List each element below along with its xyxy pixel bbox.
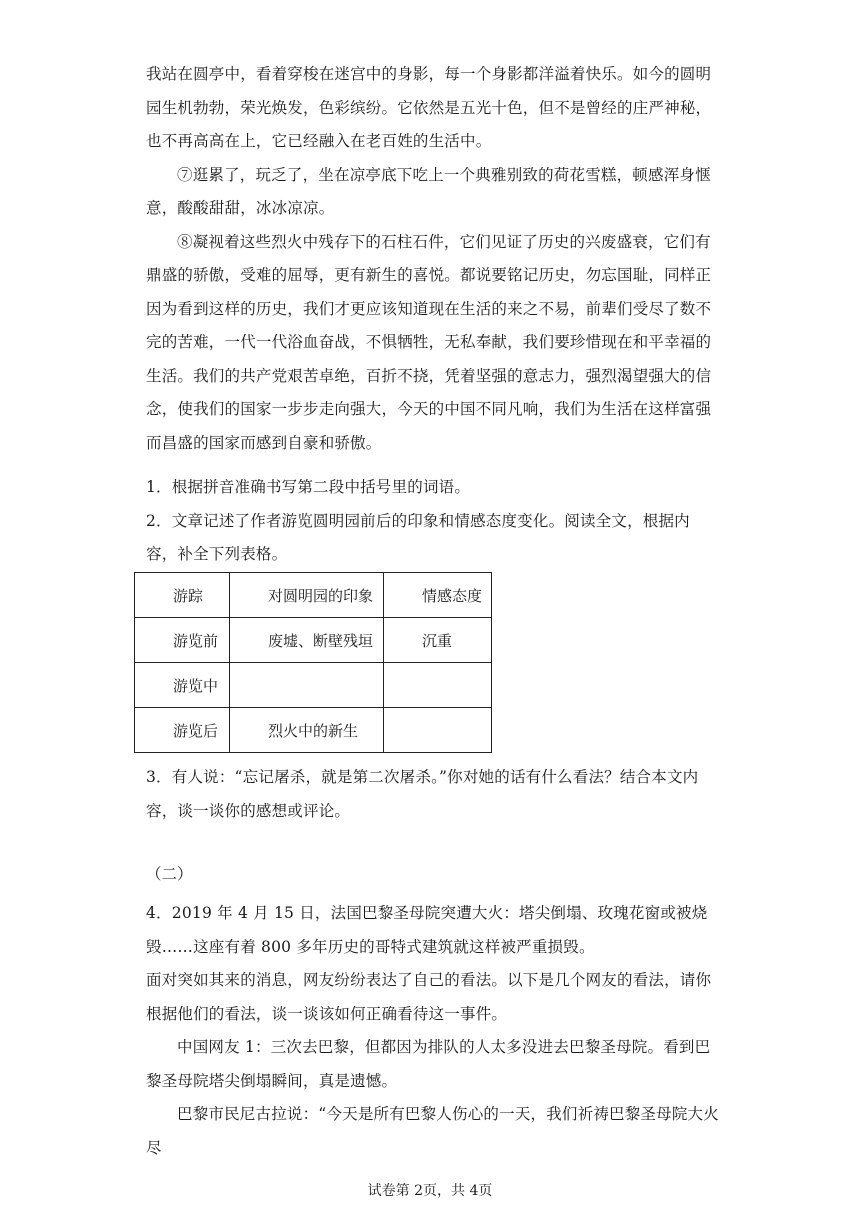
passage-paragraph-6: 我站在圆亭中，看着穿梭在迷宫中的身影，每一个身影都洋溢着快乐。如今的圆明园生机勃勃，荣光焕发，色彩缤纷。它依然是五光十色，但不是曾经的庄严神秘，也不再高高在上，它已经融入在老百姓的生活中。 [146, 65, 712, 150]
netizen-opinion-1: 中国网友 1：三次去巴黎，但都因为排队的人太多没进去巴黎圣母院。看到巴黎圣母院塔尖倒塌瞬间，真是遗憾。 [146, 1038, 711, 1090]
passage-paragraph-8: ⑧凝视着这些烈火中残存下的石柱石件，它们见证了历史的兴废盛衰，它们有鼎盛的骄傲，受难的屈辱，更有新生的喜悦。都说要铭记历史，勿忘国耻，同样正因为看到这样的历史，我们才更应该知道现在生活的来之不易，前辈们受尽了数不完的苦难，一代一代浴血奋战，不惧牺牲，无私奉献，我们要珍惜现在和平幸福的生活。我们的共产党艰苦卓绝，百折不挠，凭着坚强的意志力，强烈渴望强大的信念，使我们的国家一步步走向强大，今天的中国不同凡响，我们为生活在这样富强而昌盛的国家而感到自豪和骄傲。 [146, 232, 712, 452]
table-cell: 游览后 [135, 708, 230, 753]
question-4: 4．2019 年 4 月 15 日，法国巴黎圣母院突遭大火：塔尖倒塌、玫瑰花窗或被烧毁……这座有着 800 多年历史的哥特式建筑就这样被严重损毁。 [146, 904, 708, 956]
table-header-row [135, 573, 492, 618]
passage-block [146, 58, 720, 460]
questions-block [146, 471, 720, 572]
table-cell: 废墟、断壁残垣 [230, 618, 384, 663]
netizen-opinion-2: 巴黎市民尼古拉说：“今天是所有巴黎人伤心的一天，我们祈祷巴黎圣母院大火尽 [146, 1105, 719, 1157]
question-3: 3．有人说：“忘记屠杀，就是第二次屠杀。”你对她的话有什么看法？结合本文内容，谈一谈你的感想或评论。 [146, 768, 699, 820]
table-cell-blank [384, 708, 492, 753]
table-cell: 游览前 [135, 618, 230, 663]
question-1: 1．根据拼音准确书写第二段中括号里的词语。 [146, 478, 471, 496]
question-4-instruction: 面对突如其来的消息，网友纷纷表达了自己的看法。以下是几个网友的看法，请你根据他们的看法，谈一谈该如何正确看待这一事件。 [146, 971, 712, 1023]
passage-paragraph-7: ⑦逛累了，玩乏了，坐在凉亭底下吃上一个典雅别致的荷花雪糕，顿感浑身惬意，酸酸甜甜，冰冰凉凉。 [146, 165, 711, 217]
question-3-block [146, 761, 720, 828]
table-row [135, 708, 492, 753]
table-cell: 烈火中的新生 [230, 708, 384, 753]
table-cell-blank [384, 663, 492, 708]
table-cell: 游览中 [135, 663, 230, 708]
table-cell: 沉重 [384, 618, 492, 663]
impression-table [134, 572, 492, 753]
table-header-cell: 游踪 [135, 573, 230, 618]
question-2: 2．文章记述了作者游览圆明园前后的印象和情感态度变化。阅读全文，根据内容，补全下列表格。 [146, 511, 690, 563]
table-header-cell: 情感态度 [384, 573, 492, 618]
table-row [135, 618, 492, 663]
table-cell-blank [230, 663, 384, 708]
table-row [135, 663, 492, 708]
table-header-cell: 对圆明园的印象 [230, 573, 384, 618]
page-footer: 试卷第 2页，共 4页 [367, 1183, 493, 1199]
section-heading: （二） [146, 865, 193, 883]
section-2-block [146, 897, 720, 1165]
